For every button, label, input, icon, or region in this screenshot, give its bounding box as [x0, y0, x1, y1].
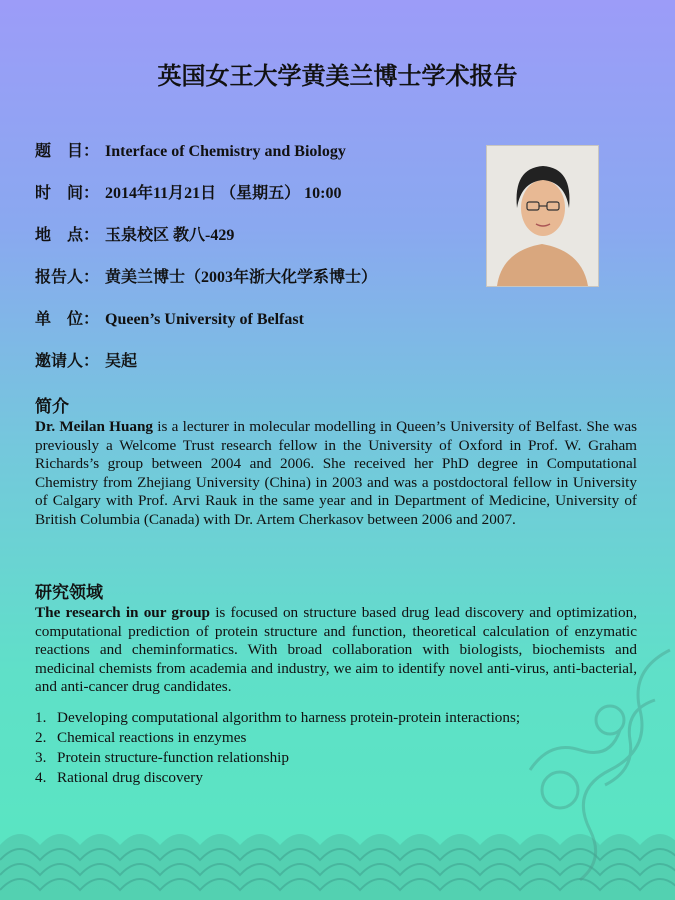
info-label: 报告人：	[35, 267, 100, 286]
info-label: 地 点：	[35, 225, 100, 244]
list-item	[35, 708, 520, 728]
research-list	[35, 708, 520, 788]
info-value: 玉泉校区 教八-429	[105, 227, 235, 244]
list-item	[35, 768, 520, 788]
info-value: Interface of Chemistry and Biology	[105, 143, 346, 160]
research-heading: 研究领域	[35, 583, 103, 603]
info-row-speaker	[35, 264, 377, 287]
page-title: 英国女王大学黄美兰博士学术报告	[157, 62, 518, 90]
info-value: 2014年11月21日 （星期五） 10:00	[105, 185, 342, 202]
list-number: 3.	[35, 749, 47, 766]
research-paragraph	[35, 604, 637, 697]
info-label: 题 目：	[35, 141, 100, 160]
info-value: 吴起	[105, 353, 138, 370]
list-number: 2.	[35, 729, 47, 746]
speaker-photo	[486, 145, 599, 287]
list-number: 1.	[35, 709, 47, 726]
intro-body: is a lecturer in molecular modelling in Queen’s University of Belfast. She was previously a Welcome Trust research fellow in the University of Oxford in Prof. W. Graham Richards’s group between 2004 and 2006. She received her PhD degree in Computational Chemistry from Zhejiang University (China) in 2003 and was a postdoctoral fellow in University of Calgary with Prof. Arvi Rauk in the same year and in Department of Medicine, University of British Columbia (Canada) with Dr. Artem Cherkasov between 2006 and 2007.	[35, 418, 637, 528]
info-row-host	[35, 348, 137, 371]
info-row-location	[35, 222, 234, 245]
list-item	[35, 748, 520, 768]
research-lead: The research in our group	[35, 604, 210, 621]
info-row-topic	[35, 138, 346, 161]
list-text: Rational drug discovery	[57, 769, 203, 786]
info-label: 时 间：	[35, 183, 100, 202]
list-item	[35, 728, 520, 748]
list-text: Protein structure-function relationship	[57, 749, 289, 766]
info-label: 邀请人：	[35, 351, 100, 370]
info-row-time	[35, 180, 341, 203]
info-label: 单 位：	[35, 309, 100, 328]
list-text: Developing computational algorithm to harness protein-protein interactions;	[57, 709, 521, 726]
list-number: 4.	[35, 769, 47, 786]
intro-lead: Dr. Meilan Huang	[35, 418, 154, 435]
info-value: Queen’s University of Belfast	[105, 311, 304, 328]
info-row-institution	[35, 306, 304, 329]
list-text: Chemical reactions in enzymes	[57, 729, 247, 746]
research-body: is focused on structure based drug lead discovery and optimization, computational prediction of protein structure and function, theoretical calculation of enzymatic reactions and cheminformatics. With broad collaboration with biologists, biochemists and medicinal chemists from academia and industry, we aim to identify novel anti-virus, anti-bacterial, and anti-cancer drug candidates.	[35, 604, 637, 695]
info-value: 黄美兰博士（2003年浙大化学系博士）	[105, 269, 378, 286]
intro-paragraph	[35, 418, 637, 529]
intro-heading: 简介	[35, 397, 69, 417]
